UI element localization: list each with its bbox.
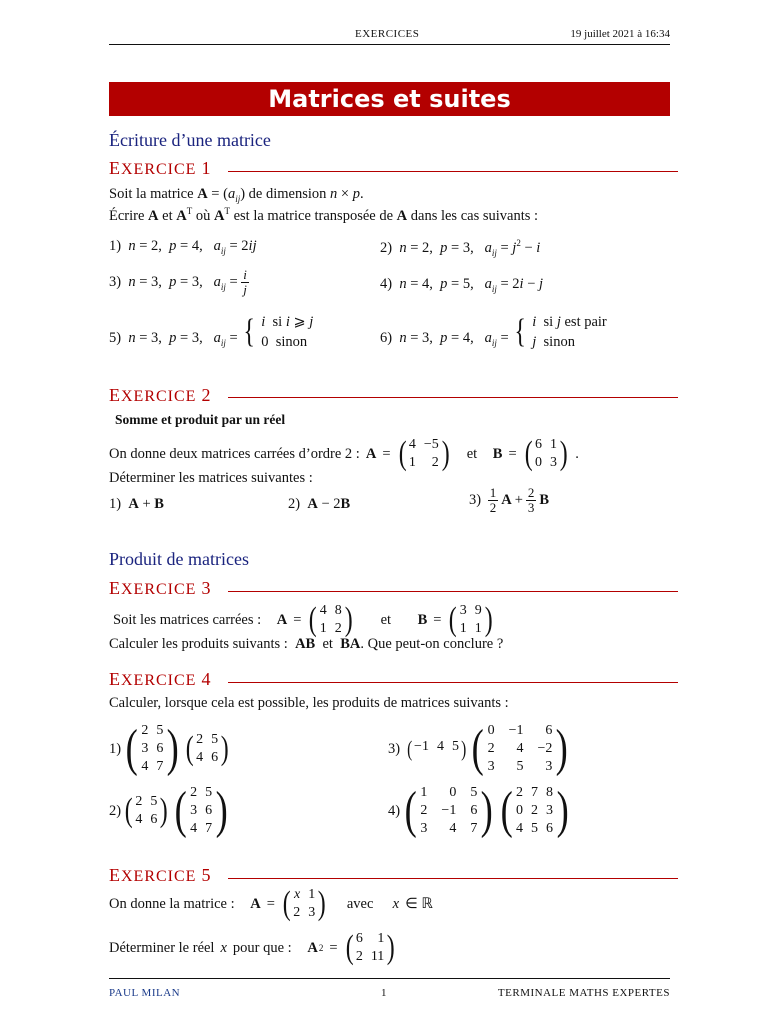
ex1-item-6: 6) n = 3, p = 4, $a_{ij}$ = { i si j est pair j sinon [380,313,607,350]
ex4-item-2: 2) ( 2 5 4 6 ) ( 2 5 3 6 4 7 ) [109,784,230,838]
exercise-2-heading: EXERCICE 2 [109,385,212,405]
ex5-line2: Déterminer le réel x pour que : A 2 = ( 6 1 2 11 ) [109,929,395,966]
section-title-ecriture: Écriture d’une matrice [109,130,271,150]
matrix-A: ( 4 −5 1 2 ) [398,435,450,472]
ex3-line1: Soit les matrices carrées : A = ( 4 8 1 2 ) et B = ( 3 9 1 1 ) [113,601,493,638]
ex2-line1: On donne deux matrices carrées d’ordre 2 : A = ( 4 −5 1 2 ) et B = ( 6 1 0 3 ) . [109,435,579,472]
ex1-item-3: 3) n = 3, p = 3, $a_{ij}$ = $\frac{i}{j}$ [109,267,247,297]
page-number: 1 [381,987,387,999]
ex1-item-1: 1) n = 2, p = 4, $a_{ij} = 2ij$ [109,238,257,256]
footer-rule [109,978,670,979]
exercise-4-heading: EXERCICE 4 [109,669,212,689]
ex2-item-1: 1) A + B [109,496,164,512]
ex4-item-4: 4) ( 1 0 5 2 −1 6 3 4 7 ) ( 2 7 8 0 2 3 4 5 6 ) [388,784,571,838]
ex3-line2: Calculer les produits suivants : AB et BA. Que peut-on conclure ? [109,636,504,652]
matrix-m3a: ( −1 4 5 ) [406,736,467,761]
exercise-2-rule [228,397,678,398]
title-banner: Matrices et suites [109,82,670,116]
header-center: EXERCICES [355,28,420,40]
matrix-A2: ( 6 1 2 11 ) [345,929,395,966]
exercise-5-heading: EXERCICE 5 [109,865,212,885]
brace-icon: { [514,313,527,350]
exercise-3-rule [228,591,678,592]
fraction-i-over-j: $\frac{i}{j}$ [243,267,247,297]
ex2-line2: Déterminer les matrices suivantes : [109,470,313,486]
ex4-item-3: 3) ( −1 4 5 ) ( 0 −1 6 2 4 −2 3 5 3 ) [388,722,571,776]
matrix-B: ( 6 1 0 3 ) [524,435,568,472]
header-rule [109,44,670,45]
footer-course: TERMINALE MATHS EXPERTES [497,987,670,999]
ex1-item-2: 2) n = 2, p = 3, $a_{ij} = j^2 - i$ [380,238,541,258]
exercise-3-heading: EXERCICE 3 [109,578,212,598]
exercise-1-heading: EXERCICE 1 [109,158,212,178]
matrix-m4a: ( 1 0 5 2 −1 6 3 4 7 ) [404,782,494,839]
section-title-produit: Produit de matrices [109,549,249,569]
ex2-subtitle: Somme et produit par un réel [115,412,286,427]
footer-author: PAUL MILAN [109,987,181,999]
ex1-line2: Écrire A et $A^T$ où $A^T$ est la matrice transposée de A dans les cas suivants : [109,206,539,224]
matrix-A3: ( 4 8 1 2 ) [309,601,353,638]
matrix-m2a: ( 2 5 4 6 ) [124,792,169,829]
matrix-m1a: ( 2 5 3 6 4 7 ) [125,720,180,777]
exercise-5-rule [228,878,678,879]
matrix-m1b: ( 2 5 4 6 ) [185,730,229,767]
matrix-m4b: ( 2 7 8 0 2 3 4 5 6 ) [500,782,569,839]
exercise-4-rule [228,682,678,683]
matrix-m3b: ( 0 −1 6 2 4 −2 3 5 3 ) [471,720,569,777]
brace-icon: { [243,313,256,350]
ex1-item-4: 4) n = 4, p = 5, $a_{ij} = 2i - j$ [380,276,544,294]
ex5-line1: On donne la matrice : A = ( x 1 2 3 ) avec x ∈ ℝ [109,885,433,922]
ex4-item-1: 1) ( 2 5 3 6 4 7 ) ( 2 5 4 6 ) [109,720,229,777]
exercise-1-rule [228,171,678,172]
ex2-item-2: 2) A − 2B [288,496,351,512]
matrix-A5: ( x 1 2 3 ) [282,885,326,922]
matrix-B3: ( 3 9 1 1 ) [449,601,493,638]
ex1-item-5: 5) n = 3, p = 3, $a_{ij}$ = { i si i ⩾ j 0 sinon [109,313,314,350]
header-date: 19 juillet 2021 à 16:34 [570,28,670,40]
ex2-item-3: 3) $\frac{1}{2}$ A + $\frac{2}{3}$ B [469,485,550,515]
ex1-line1: Soit la matrice $A = (a_{ij})$ de dimension n × p. [109,186,364,204]
ex4-line1: Calculer, lorsque cela est possible, les produits de matrices suivants : [109,695,509,711]
matrix-m2b: ( 2 5 3 6 4 7 ) [174,782,228,839]
